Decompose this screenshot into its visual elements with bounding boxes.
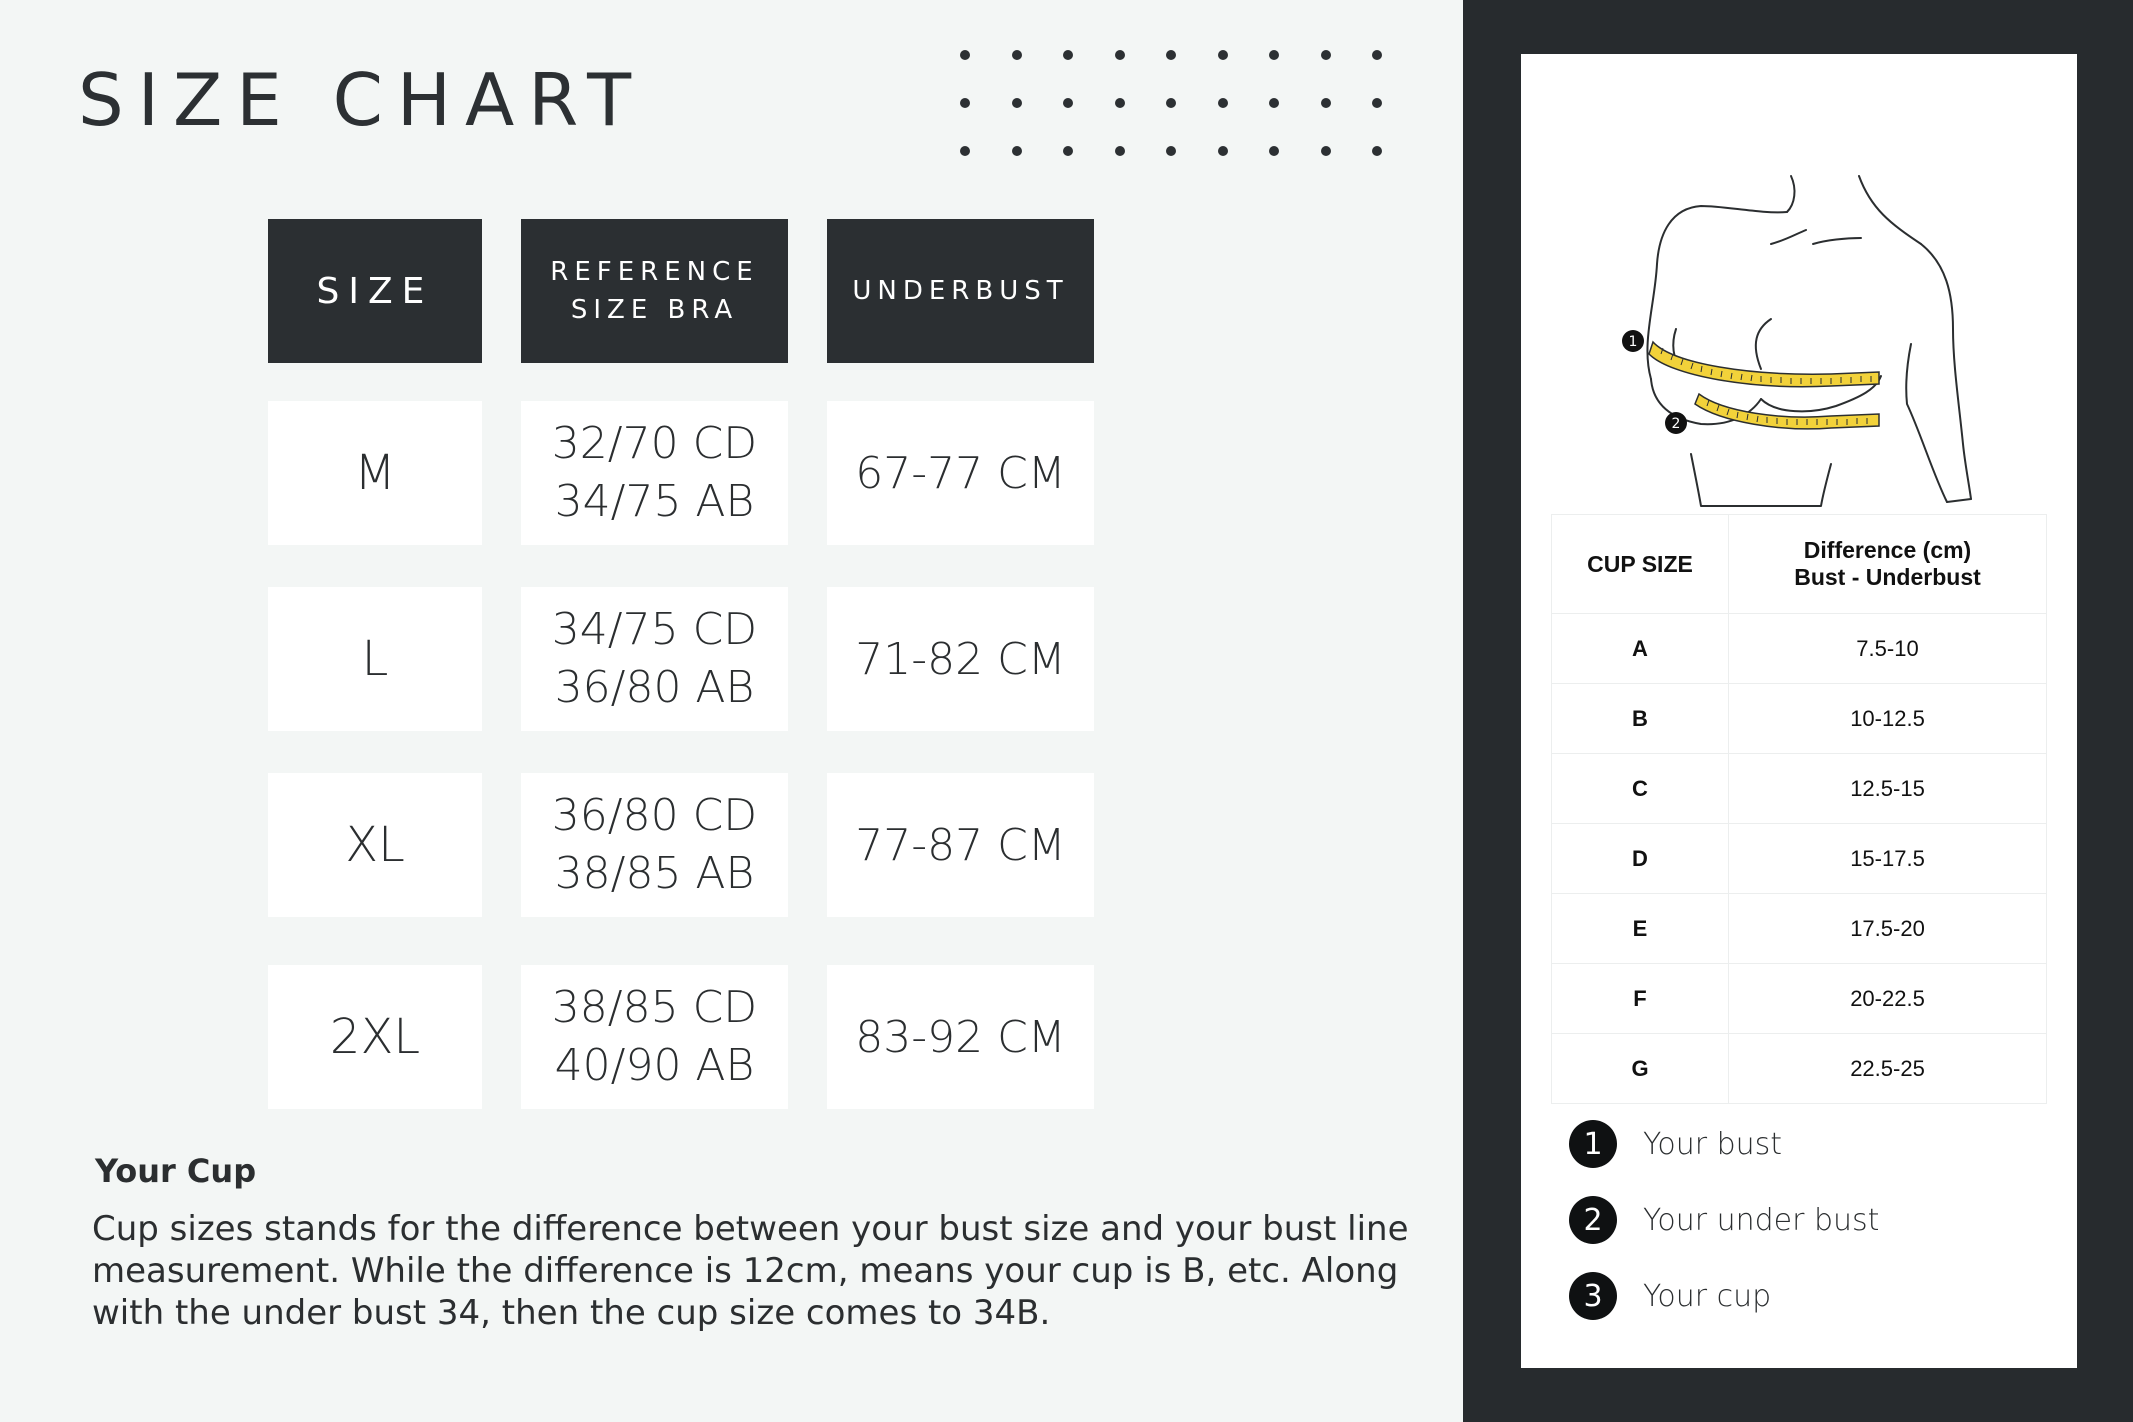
decorative-dot bbox=[1115, 98, 1125, 108]
reference-header bbox=[521, 219, 788, 363]
decorative-dot bbox=[1063, 98, 1073, 108]
decorative-dot bbox=[960, 50, 970, 60]
legend-number-icon: 1 bbox=[1569, 1120, 1617, 1168]
table-row: F 20-22.5 bbox=[1552, 964, 2047, 1034]
size-header-label: SIZE bbox=[316, 270, 434, 312]
size-cell: M bbox=[268, 401, 482, 545]
reference-cell: 32/70 CD 34/75 AB bbox=[521, 401, 788, 545]
decorative-dot bbox=[1115, 50, 1125, 60]
decorative-dot bbox=[1115, 146, 1125, 156]
legend-item-cup bbox=[1569, 1272, 1771, 1320]
difference-header: Difference (cm) Bust - Underbust bbox=[1729, 515, 2047, 614]
reference-cell: 34/75 CD 36/80 AB bbox=[521, 587, 788, 731]
your-cup-description: Cup sizes stands for the difference between your bust size and your bust line measurement. While the difference is 12cm, means your cup is B, etc. Along with the under bust 34, then the cup size comes to 34B. bbox=[92, 1209, 1409, 1333]
underbust-cell: 83-92 CM bbox=[827, 965, 1094, 1109]
cup-size-table bbox=[1551, 514, 2047, 1104]
cup-table-header-row bbox=[1552, 515, 2047, 614]
decorative-dot bbox=[1166, 146, 1176, 156]
table-row: D 15-17.5 bbox=[1552, 824, 2047, 894]
decorative-dot bbox=[1321, 50, 1331, 60]
reference-header-label: REFERENCE SIZE BRA bbox=[550, 257, 759, 325]
marker-2-label: 2 bbox=[1671, 416, 1681, 432]
size-header bbox=[268, 219, 482, 363]
decorative-dot bbox=[960, 146, 970, 156]
table-row: B 10-12.5 bbox=[1552, 684, 2047, 754]
decorative-dot bbox=[1166, 98, 1176, 108]
size-cell: L bbox=[268, 587, 482, 731]
body-measurement-illustration bbox=[1561, 114, 1991, 534]
decorative-dot bbox=[1269, 146, 1279, 156]
decorative-dot bbox=[1269, 98, 1279, 108]
decorative-dot bbox=[1012, 146, 1022, 156]
underbust-cell: 71-82 CM bbox=[827, 587, 1094, 731]
decorative-dot bbox=[1012, 98, 1022, 108]
decorative-dot-grid bbox=[960, 50, 1400, 170]
decorative-dot bbox=[1012, 50, 1022, 60]
legend-number-icon: 3 bbox=[1569, 1272, 1617, 1320]
table-row: E 17.5-20 bbox=[1552, 894, 2047, 964]
decorative-dot bbox=[1372, 98, 1382, 108]
underbust-cell: 77-87 CM bbox=[827, 773, 1094, 917]
cup-size-header: CUP SIZE bbox=[1552, 515, 1729, 614]
table-row: C 12.5-15 bbox=[1552, 754, 2047, 824]
legend-number-icon: 2 bbox=[1569, 1196, 1617, 1244]
size-cell: XL bbox=[268, 773, 482, 917]
table-row: A 7.5-10 bbox=[1552, 614, 2047, 684]
decorative-dot bbox=[960, 98, 970, 108]
legend-label: Your under bust bbox=[1643, 1202, 1880, 1238]
marker-1-label: 1 bbox=[1628, 334, 1638, 350]
reference-cell: 36/80 CD 38/85 AB bbox=[521, 773, 788, 917]
decorative-dot bbox=[1218, 146, 1228, 156]
decorative-dot bbox=[1063, 50, 1073, 60]
decorative-dot bbox=[1218, 50, 1228, 60]
decorative-dot bbox=[1218, 98, 1228, 108]
legend-label: Your bust bbox=[1643, 1126, 1783, 1162]
decorative-dot bbox=[1063, 146, 1073, 156]
decorative-dot bbox=[1372, 50, 1382, 60]
decorative-dot bbox=[1166, 50, 1176, 60]
underbust-header bbox=[827, 219, 1094, 363]
reference-cell: 38/85 CD 40/90 AB bbox=[521, 965, 788, 1109]
legend-label: Your cup bbox=[1643, 1278, 1772, 1314]
size-cell: 2XL bbox=[268, 965, 482, 1109]
your-cup-heading: Your Cup bbox=[95, 1152, 257, 1190]
underbust-header-label: UNDERBUST bbox=[852, 276, 1069, 306]
decorative-dot bbox=[1372, 146, 1382, 156]
legend-item-bust bbox=[1569, 1120, 1782, 1168]
decorative-dot bbox=[1269, 50, 1279, 60]
measurement-panel bbox=[1521, 54, 2077, 1368]
decorative-dot bbox=[1321, 146, 1331, 156]
decorative-dot bbox=[1321, 98, 1331, 108]
underbust-cell: 67-77 CM bbox=[827, 401, 1094, 545]
page-title: SIZE CHART bbox=[78, 58, 646, 142]
legend-item-under-bust bbox=[1569, 1196, 1879, 1244]
table-row: G 22.5-25 bbox=[1552, 1034, 2047, 1104]
